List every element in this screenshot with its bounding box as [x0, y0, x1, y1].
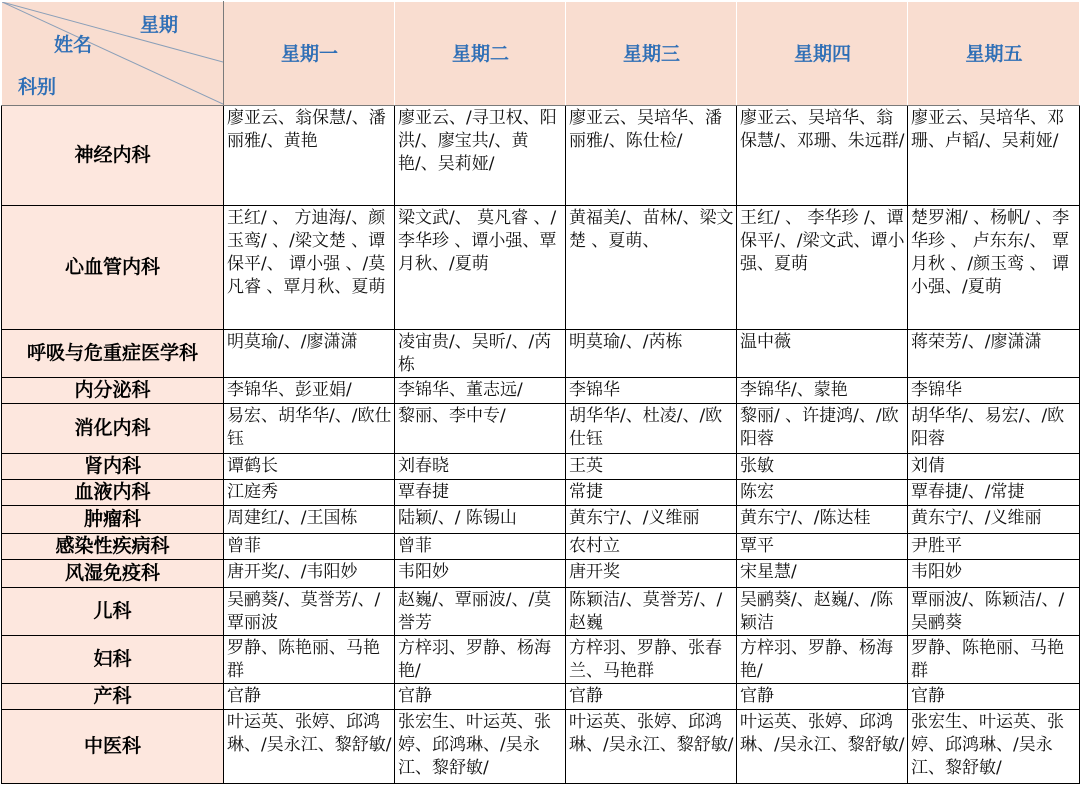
dept-gastroenterology: 消化内科 — [2, 404, 224, 454]
schedule-cell: 刘春晓 — [395, 454, 566, 480]
schedule-cell: 谭鹤长 — [224, 454, 395, 480]
schedule-cell: 刘倩 — [908, 454, 1080, 480]
schedule-cell: 唐开奖 — [566, 560, 737, 588]
schedule-cell: 明莫瑜/、/芮栋 — [566, 330, 737, 378]
schedule-cell: 王英 — [566, 454, 737, 480]
schedule-cell: 唐开奖/、/韦阳妙 — [224, 560, 395, 588]
dept-hematology: 血液内科 — [2, 480, 224, 506]
table-row — [2, 480, 1080, 506]
dept-obstetrics: 产科 — [2, 684, 224, 710]
schedule-cell: 张敏 — [737, 454, 908, 480]
schedule-cell: 罗静、陈艳丽、马艳群 — [908, 636, 1080, 684]
day-header-fri: 星期五 — [908, 2, 1080, 106]
schedule-cell: 覃春捷/、/常捷 — [908, 480, 1080, 506]
schedule-cell: 黄东宁/、/义维丽 — [566, 506, 737, 534]
table-row — [2, 404, 1080, 454]
day-header-thu: 星期四 — [737, 2, 908, 106]
schedule-cell: 宋星慧/ — [737, 560, 908, 588]
dept-neurology: 神经内科 — [2, 106, 224, 206]
schedule-cell: 覃平 — [737, 534, 908, 560]
dept-nephrology: 肾内科 — [2, 454, 224, 480]
table-row — [2, 684, 1080, 710]
schedule-cell: 官静 — [908, 684, 1080, 710]
dept-endocrinology: 内分泌科 — [2, 378, 224, 404]
schedule-cell: 李锦华/、蒙艳 — [737, 378, 908, 404]
schedule-cell: 曾菲 — [224, 534, 395, 560]
day-header-mon: 星期一 — [224, 2, 395, 106]
schedule-cell: 吴鹂葵/、莫誉芳/、/覃丽波 — [224, 588, 395, 636]
schedule-cell: 王红/ 、 方迪海/、颜玉鸾/ 、/梁文楚 、谭保平/、 谭小强 、/莫凡睿 、覃月秋、夏萌 — [224, 206, 395, 330]
schedule-cell: 明莫瑜/、/廖潇潇 — [224, 330, 395, 378]
day-header-tue: 星期二 — [395, 2, 566, 106]
schedule-table — [1, 1, 1080, 784]
schedule-cell: 廖亚云、翁保慧/、潘丽雅/、黄艳 — [224, 106, 395, 206]
schedule-cell: 方梓羽、罗静、张春兰、马艳群 — [566, 636, 737, 684]
table-row — [2, 636, 1080, 684]
schedule-cell: 胡华华/、杜凌/、/欧仕钰 — [566, 404, 737, 454]
corner-dept-label: 科别 — [18, 76, 57, 98]
schedule-cell: 覃丽波/、陈颖洁/、/吴鹂葵 — [908, 588, 1080, 636]
schedule-cell: 罗静、陈艳丽、马艳群 — [224, 636, 395, 684]
schedule-cell: 廖亚云、/寻卫权、阳洪/、廖宝共/、黄艳/、吴莉娅/ — [395, 106, 566, 206]
dept-rheumatology: 风湿免疫科 — [2, 560, 224, 588]
schedule-cell: 黄东宁/、/陈达桂 — [737, 506, 908, 534]
schedule-cell: 黄东宁/、/义维丽 — [908, 506, 1080, 534]
schedule-cell: 陈宏 — [737, 480, 908, 506]
corner-weekday-label: 星期 — [140, 14, 179, 36]
schedule-cell: 官静 — [224, 684, 395, 710]
schedule-cell: 黄福美/、苗林/、梁文楚 、夏萌、 — [566, 206, 737, 330]
schedule-cell: 常捷 — [566, 480, 737, 506]
schedule-cell: 胡华华/、易宏/、/欧阳蓉 — [908, 404, 1080, 454]
dept-cardiology: 心血管内科 — [2, 206, 224, 330]
schedule-cell: 王红/ 、 李华珍 /、谭保平/、/梁文武、谭小强、夏萌 — [737, 206, 908, 330]
header-row — [2, 2, 1080, 106]
schedule-cell: 曾菲 — [395, 534, 566, 560]
schedule-cell: 官静 — [395, 684, 566, 710]
schedule-cell: 叶运英、张婷、邱鸿琳、/吴永江、黎舒敏/ — [224, 710, 395, 784]
schedule-cell: 陆颖/、/ 陈锡山 — [395, 506, 566, 534]
schedule-cell: 方梓羽、罗静、杨海艳/ — [737, 636, 908, 684]
schedule-cell: 农村立 — [566, 534, 737, 560]
table-row — [2, 534, 1080, 560]
table-row — [2, 454, 1080, 480]
schedule-cell: 李锦华、董志远/ — [395, 378, 566, 404]
schedule-cell: 易宏、胡华华/、/欧仕钰 — [224, 404, 395, 454]
dept-infectious: 感染性疾病科 — [2, 534, 224, 560]
schedule-body — [2, 106, 1080, 784]
schedule-cell: 廖亚云、吴培华、邓珊、卢韬/、吴莉娅/ — [908, 106, 1080, 206]
schedule-cell: 梁文武/、 莫凡睿 、/李华珍 、谭小强、覃月秋、/夏萌 — [395, 206, 566, 330]
day-header-wed: 星期三 — [566, 2, 737, 106]
schedule-cell: 李锦华 — [908, 378, 1080, 404]
corner-cell — [2, 2, 224, 106]
schedule-cell: 尹胜平 — [908, 534, 1080, 560]
schedule-cell: 江庭秀 — [224, 480, 395, 506]
schedule-cell: 官静 — [737, 684, 908, 710]
table-row — [2, 710, 1080, 784]
schedule-cell: 温中薇 — [737, 330, 908, 378]
schedule-cell: 覃春捷 — [395, 480, 566, 506]
schedule-cell: 叶运英、张婷、邱鸿琳、/吴永江、黎舒敏/ — [566, 710, 737, 784]
schedule-cell: 黎丽、李中专/ — [395, 404, 566, 454]
schedule-cell: 韦阳妙 — [908, 560, 1080, 588]
schedule-cell: 官静 — [566, 684, 737, 710]
table-row — [2, 506, 1080, 534]
schedule-cell: 吴鹂葵/、赵巍/、/陈颖洁 — [737, 588, 908, 636]
schedule-cell: 张宏生、叶运英、张婷、邱鸿琳、/吴永江、黎舒敏/ — [908, 710, 1080, 784]
corner-name-label: 姓名 — [54, 34, 93, 56]
schedule-cell: 陈颖洁/、莫誉芳/、/赵巍 — [566, 588, 737, 636]
schedule-cell: 李锦华、彭亚娟/ — [224, 378, 395, 404]
table-row — [2, 106, 1080, 206]
schedule-cell: 廖亚云、吴培华、翁保慧/、邓珊、朱远群/ — [737, 106, 908, 206]
table-row — [2, 378, 1080, 404]
dept-pediatrics: 儿科 — [2, 588, 224, 636]
dept-respiratory: 呼吸与危重症医学科 — [2, 330, 224, 378]
schedule-cell: 韦阳妙 — [395, 560, 566, 588]
schedule-cell: 蒋荣芳/、/廖潇潇 — [908, 330, 1080, 378]
schedule-cell: 李锦华 — [566, 378, 737, 404]
schedule-cell: 方梓羽、罗静、杨海艳/ — [395, 636, 566, 684]
schedule-cell: 张宏生、叶运英、张婷、邱鸿琳、/吴永江、黎舒敏/ — [395, 710, 566, 784]
schedule-cell: 周建红/、/王国栋 — [224, 506, 395, 534]
dept-oncology: 肿瘤科 — [2, 506, 224, 534]
schedule-cell: 黎丽/ 、许捷鸿/、/欧阳蓉 — [737, 404, 908, 454]
schedule-cell: 赵巍/、覃丽波/、/莫誉芳 — [395, 588, 566, 636]
schedule-cell: 凌宙贵/、吴昕/、/芮栋 — [395, 330, 566, 378]
table-row — [2, 330, 1080, 378]
schedule-cell: 廖亚云、吴培华、潘丽雅/、陈仕检/ — [566, 106, 737, 206]
table-row — [2, 560, 1080, 588]
schedule-cell: 叶运英、张婷、邱鸿琳、/吴永江、黎舒敏/ — [737, 710, 908, 784]
table-row — [2, 206, 1080, 330]
dept-gynecology: 妇科 — [2, 636, 224, 684]
schedule-cell: 楚罗湘/ 、杨帆/ 、李华珍 、 卢东东/、 覃月秋 、/颜玉鸾 、 谭小强、/夏萌 — [908, 206, 1080, 330]
table-row — [2, 588, 1080, 636]
dept-tcm: 中医科 — [2, 710, 224, 784]
